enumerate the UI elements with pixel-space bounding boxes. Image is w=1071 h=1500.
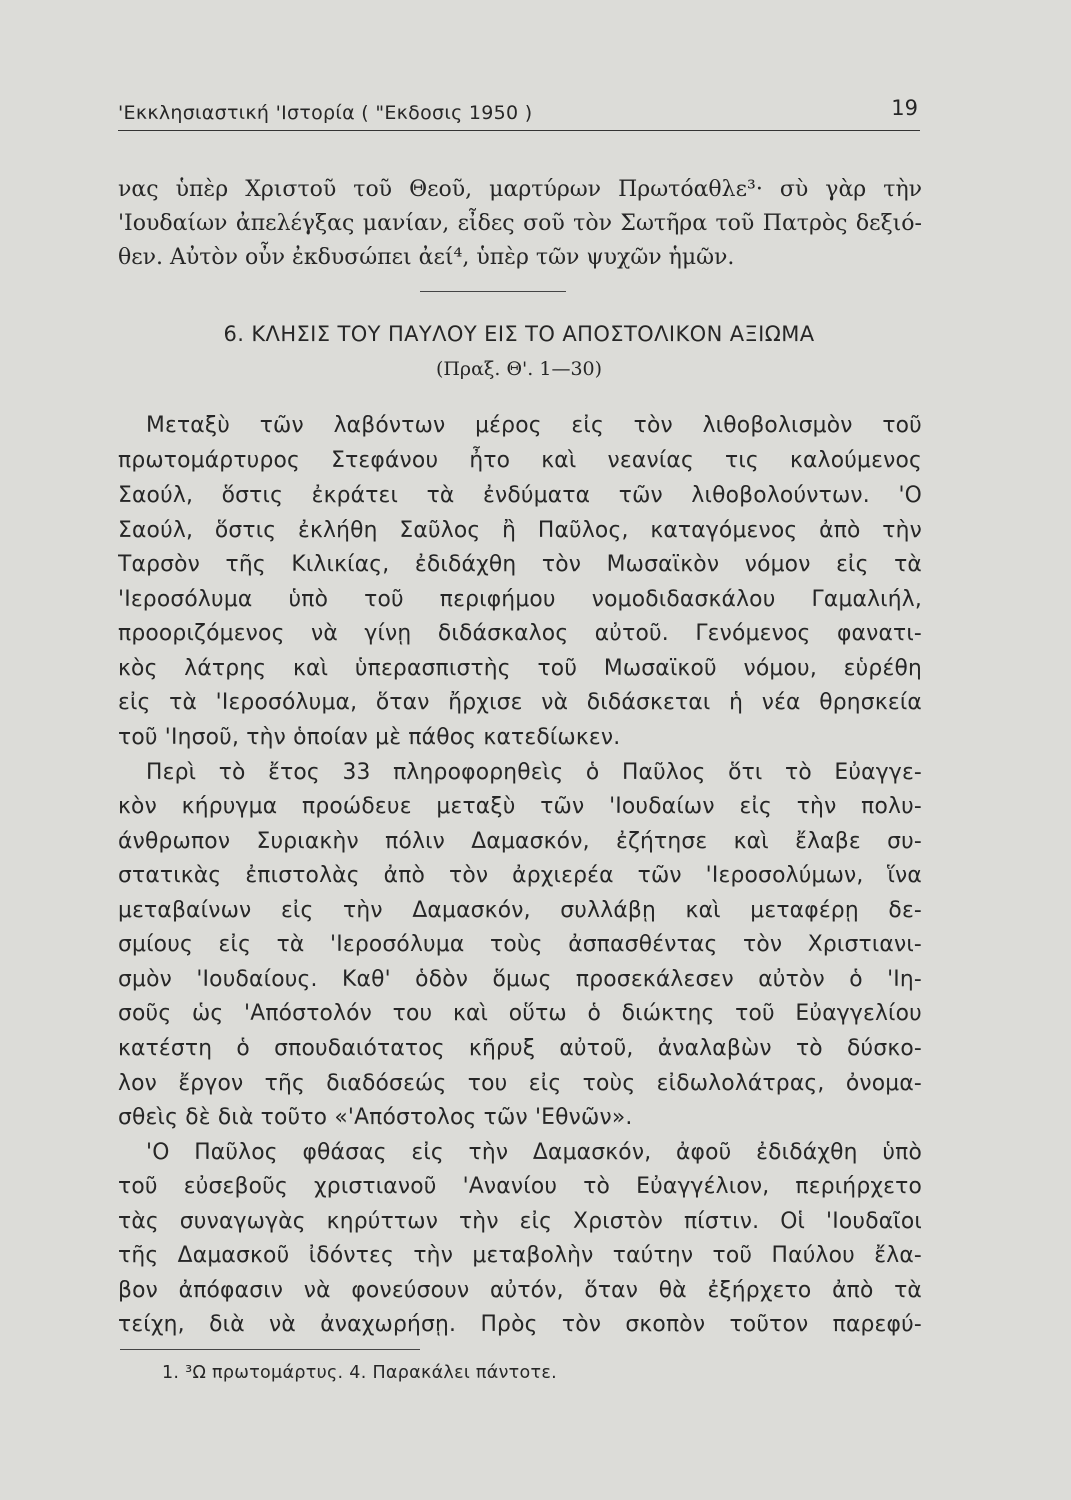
body-line: άνθρωπον Συριακὴν πόλιν Δαμασκόν, ἐζήτησε καὶ ἔλαβε συ- [118, 829, 922, 854]
body-line: σοῦς ὡς 'Απόστολόν του καὶ οὕτω ὁ διώκτης τοῦ Εὐαγγελίου [118, 1001, 922, 1026]
body-line: τείχη, διὰ νὰ ἀναχωρήσῃ. Πρὸς τὸν σκοπὸν τοῦτον παρεφύ- [118, 1312, 922, 1337]
body-line: Σαούλ, ὅστις ἐκράτει τὰ ἐνδύματα τῶν λιθοβολούντων. 'Ο [118, 483, 922, 508]
body-line: πρωτομάρτυρος Στεφάνου ἦτο καὶ νεανίας τις καλούμενος [118, 448, 922, 473]
body-line: Σαούλ, ὅστις ἐκλήθη Σαῦλος ἢ Παῦλος, καταγόμενος ἀπὸ τὴν [118, 518, 922, 543]
body-line: τὰς συναγωγὰς κηρύττων τὴν εἰς Χριστὸν πίστιν. Οἱ 'Ιουδαῖοι [118, 1209, 922, 1234]
body-line: τῆς Δαμασκοῦ ἰδόντες τὴν μεταβολὴν ταύτην τοῦ Παύλου ἔλα- [118, 1243, 922, 1268]
body-line: κατέστη ὁ σπουδαιότατος κῆρυξ αὐτοῦ, ἀναλαβὼν τὸ δύσκο- [118, 1036, 922, 1061]
intro-line: θεν. Αὐτὸν οὖν ἐκδυσώπει ἀεί⁴, ὑπὲρ τῶν ψυχῶν ἡμῶν. [118, 245, 735, 270]
body-line: 'Ο Παῦλος φθάσας εἰς τὴν Δαμασκόν, ἀφοῦ ἐδιδάχθη ὑπὸ [146, 1140, 922, 1165]
body-line: κὸν κήρυγμα προώδευε μεταξὺ τῶν 'Ιουδαίων εἰς τὴν πολυ- [118, 794, 922, 819]
intro-line: 'Ιουδαίων ἀπελέγξας μανίαν, εἶδες σοῦ τὸν Σωτῆρα τοῦ Πατρὸς δεξιό- [118, 211, 922, 236]
body-line: κὸς λάτρης καὶ ὑπερασπιστὴς τοῦ Μωσαϊκοῦ νόμου, εὑρέθη [118, 656, 922, 681]
body-line: σθεὶς δὲ διὰ τοῦτο «'Απόστολος τῶν 'Εθνῶν». [118, 1105, 633, 1130]
section-reference: (Πραξ. Θ'. 1—30) [435, 358, 603, 380]
footnote: 1. ³Ω πρωτομάρτυς. 4. Παρακάλει πάντοτε. [162, 1363, 557, 1383]
footnote-rule [120, 1349, 420, 1350]
body-line: σμὸν 'Ιουδαίους. Καθ' ὁδὸν ὅμως προσεκάλεσεν αὐτὸν ὁ 'Ιη- [118, 967, 922, 992]
body-line: στατικὰς ἐπιστολὰς ἀπὸ τὸν ἀρχιερέα τῶν 'Ιεροσολύμων, ἵνα [118, 863, 922, 888]
section-heading: 6. ΚΛΗΣΙΣ ΤΟΥ ΠΑΥΛΟΥ ΕΙΣ ΤΟ ΑΠΟΣΤΟΛΙΚΟΝ ΑΞΙΩΜΑ [223, 322, 815, 346]
body-line: λον ἔργον τῆς διαδόσεώς του εἰς τοὺς εἰδωλολάτρας, ὀνομα- [118, 1071, 922, 1096]
body-line: προοριζόμενος νὰ γίνῃ διδάσκαλος αὐτοῦ. Γενόμενος φανατι- [118, 621, 922, 646]
intro-line: νας ὑπὲρ Χριστοῦ τοῦ Θεοῦ, μαρτύρων Πρωτόαθλε³· σὺ γὰρ τὴν [118, 177, 922, 202]
body-line: 'Ιεροσόλυμα ὑπὸ τοῦ περιφήμου νομοδιδασκάλου Γαμαλιήλ, [118, 587, 922, 612]
running-header [118, 96, 920, 131]
body-line: Περὶ τὸ ἔτος 33 πληροφορηθεὶς ὁ Παῦλος ὅτι τὸ Εὐαγγε- [146, 760, 922, 785]
body-line: εἰς τὰ 'Ιεροσόλυμα, ὅταν ἤρχισε νὰ διδάσκεται ἡ νέα θρησκεία [118, 690, 922, 715]
running-title: 'Εκκλησιαστική 'Ιστορία ( "Εκδοσις 1950 ) [118, 102, 533, 124]
section-separator [420, 291, 566, 292]
body-line: σμίους εἰς τὰ 'Ιεροσόλυμα τοὺς ἀσπασθέντας τὸν Χριστιανι- [118, 932, 922, 957]
body-line: Μεταξὺ τῶν λαβόντων μέρος εἰς τὸν λιθοβολισμὸν τοῦ [146, 413, 922, 438]
page-number: 19 [891, 96, 918, 120]
body-line: μεταβαίνων εἰς τὴν Δαμασκόν, συλλάβῃ καὶ μεταφέρῃ δε- [118, 898, 922, 923]
body-line: τοῦ 'Ιησοῦ, τὴν ὁποίαν μὲ πάθος κατεδίωκεν. [118, 725, 621, 750]
body-line: Ταρσὸν τῆς Κιλικίας, ἐδιδάχθη τὸν Μωσαϊκὸν νόμον εἰς τὰ [118, 552, 922, 577]
body-line: τοῦ εὐσεβοῦς χριστιανοῦ 'Ανανίου τὸ Εὐαγγέλιον, περιήρχετο [118, 1174, 922, 1199]
body-line: βον ἀπόφασιν νὰ φονεύσουν αὐτόν, ὅταν θὰ ἐξήρχετο ἀπὸ τὰ [118, 1278, 922, 1303]
